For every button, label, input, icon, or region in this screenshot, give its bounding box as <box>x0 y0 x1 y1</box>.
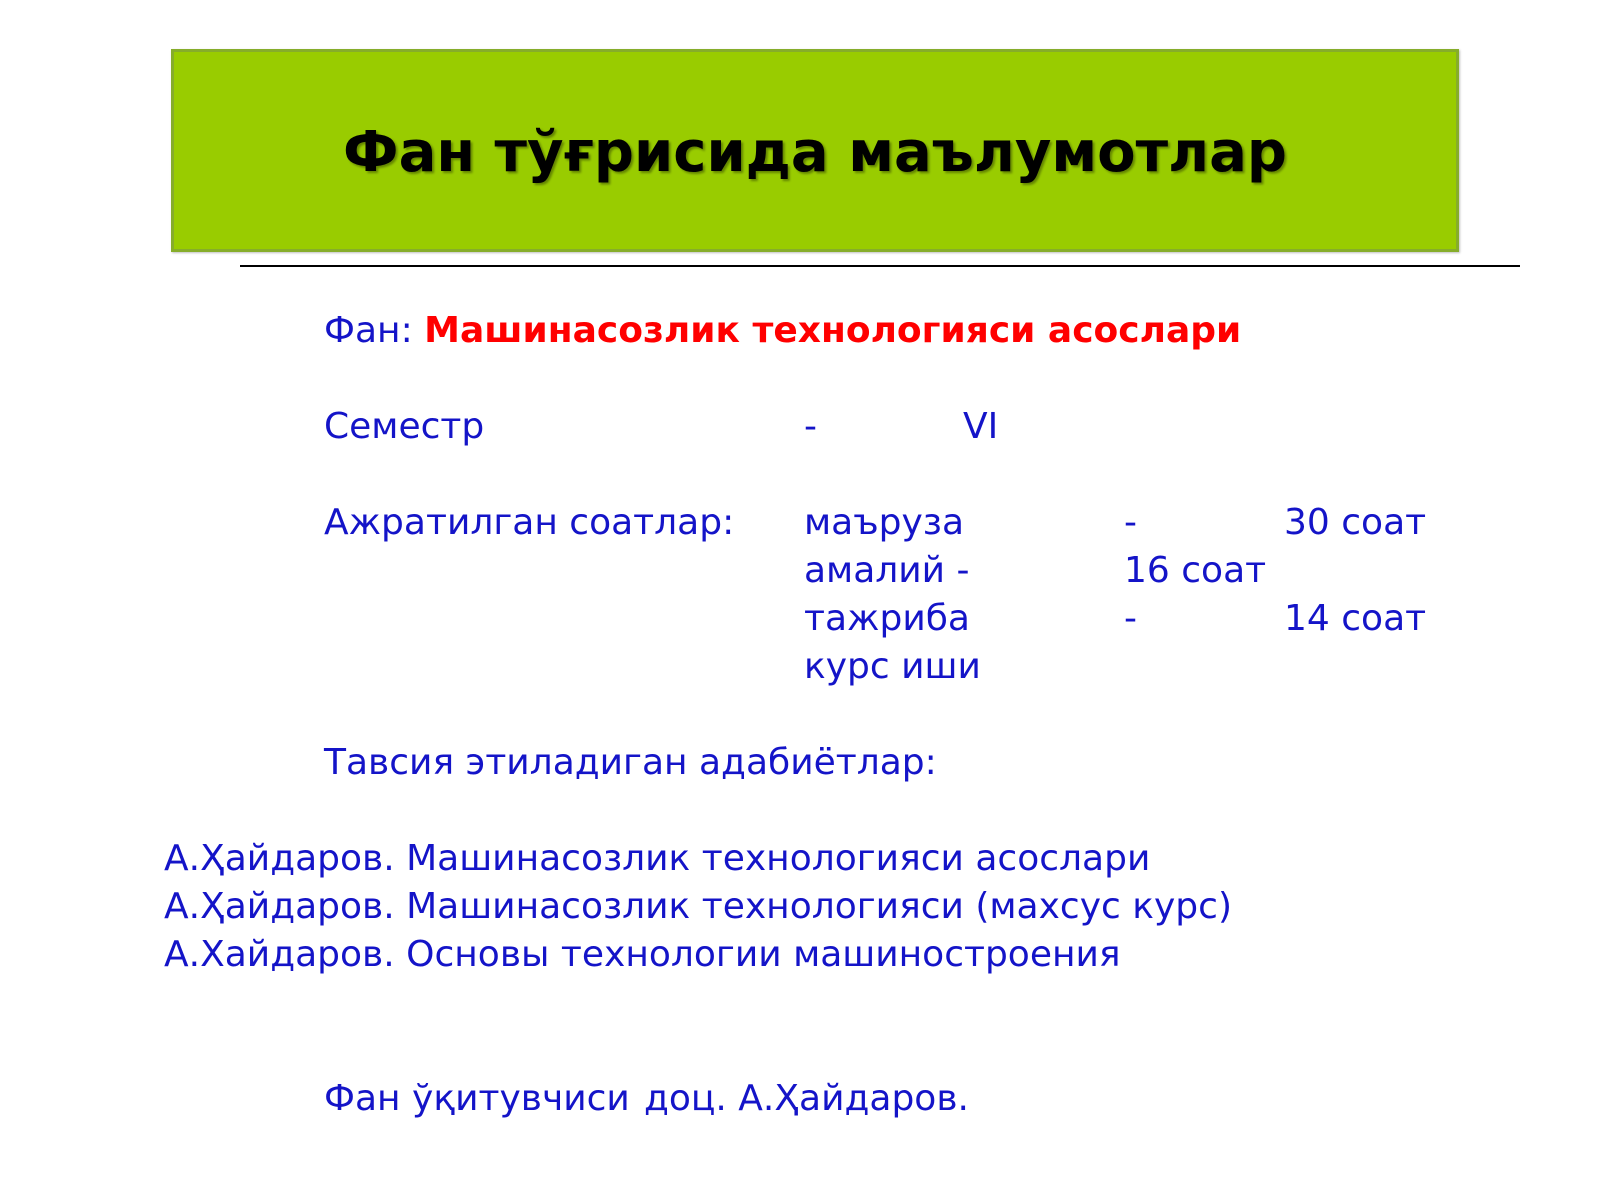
teacher-label: Фан ўқитувчиси <box>324 1078 630 1119</box>
literature-item: А.Ҳайдаров. Машинасозлик технологияси асослари <box>164 838 1151 879</box>
semester-label: Семестр <box>324 406 485 447</box>
hours-row-lab-dash: - <box>1124 598 1137 639</box>
subject-value: Машинасозлик технологияси асослари <box>424 310 1242 351</box>
hours-row-practice-amount: 16 соат <box>1124 550 1267 591</box>
hours-row-lab-amount: 14 соат <box>1284 598 1427 639</box>
title-divider <box>240 265 1520 267</box>
hours-row-practice-kind: амалий - <box>804 550 970 591</box>
subject-line <box>324 307 1241 355</box>
title-banner <box>171 49 1459 252</box>
teacher-name: доц. А.Ҳайдаров. <box>644 1078 969 1119</box>
literature-item: А.Ҳайдаров. Машинасозлик технологияси (махсус курс) <box>164 886 1232 927</box>
hours-row-lecture-amount: 30 соат <box>1284 502 1427 543</box>
literature-heading: Тавсия этиладиган адабиётлар: <box>324 742 937 783</box>
hours-label: Ажратилган соатлар: <box>324 502 735 543</box>
literature-item: А.Хайдаров. Основы технологии машиностроения <box>164 934 1121 975</box>
semester-value: VI <box>963 406 999 447</box>
hours-row-lab-kind: тажриба <box>804 598 970 639</box>
hours-row-lecture-dash: - <box>1124 502 1137 543</box>
page-title: Фан тўғрисида маълумотлар <box>343 120 1287 185</box>
hours-row-lecture-kind: маъруза <box>804 502 965 543</box>
semester-dash: - <box>804 406 817 447</box>
subject-label: Фан: <box>324 310 413 351</box>
hours-row-coursework-kind: курс иши <box>804 646 981 687</box>
